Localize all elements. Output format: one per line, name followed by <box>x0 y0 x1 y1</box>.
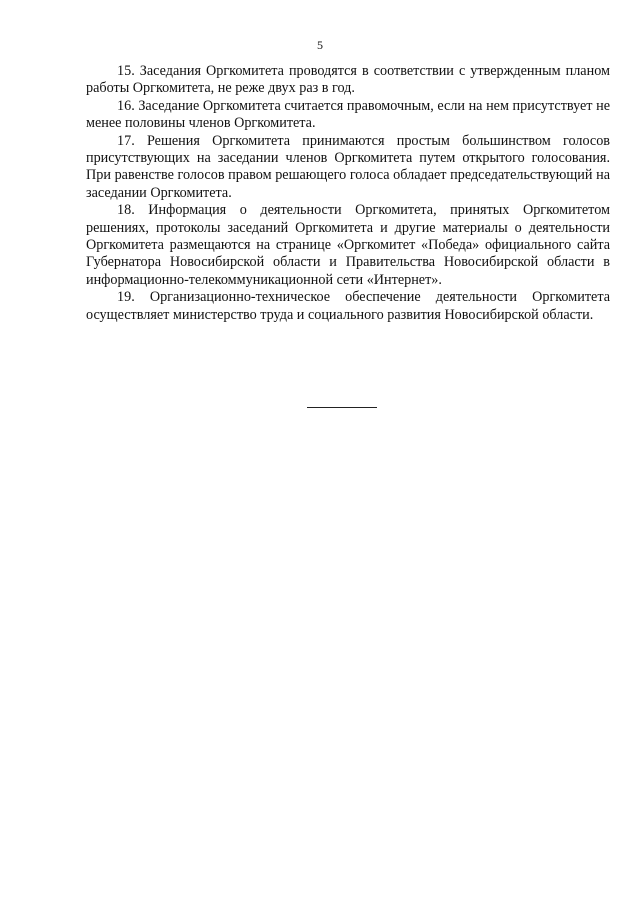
page-number: 5 <box>317 38 323 52</box>
paragraph-15: 15. Заседания Оргкомитета проводятся в соответствии с утвержденным планом работы Оргкомитета, не реже двух раз в год. <box>86 63 610 97</box>
document-body <box>86 63 610 324</box>
end-divider <box>307 407 377 408</box>
paragraph-18: 18. Информация о деятельности Оргкомитета, принятых Оргкомитетом решениях, протоколы заседаний Оргкомитета и другие материалы о деятельности Оргкомитета размещаются на странице «Оргкомитет «Победа» официального сайта Губернатора Новосибирской области и Правительства Новосибирской области в информационно-телекоммуникационной сети «Интернет». <box>86 202 610 288</box>
paragraph-17: 17. Решения Оргкомитета принимаются простым большинством голосов присутствующих на заседании членов Оргкомитета путем открытого голосования. При равенстве голосов правом решающего голоса обладает председательствующий на заседании Оргкомитета. <box>86 132 610 201</box>
paragraph-19: 19. Организационно-техническое обеспечение деятельности Оргкомитета осуществляет министерство труда и социального развития Новосибирской области. <box>86 289 610 323</box>
paragraph-16: 16. Заседание Оргкомитета считается правомочным, если на нем присутствует не менее половины членов Оргкомитета. <box>86 97 610 132</box>
